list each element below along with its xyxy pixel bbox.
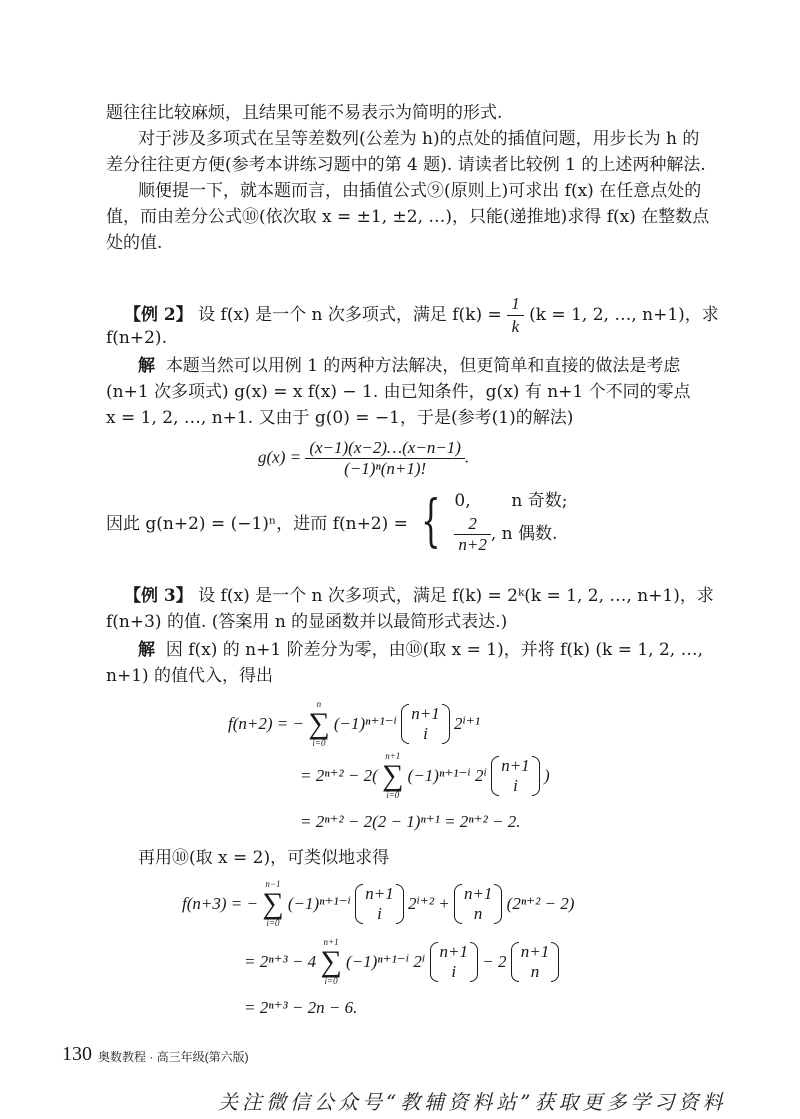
eq-tail: (2ⁿ⁺² − 2) xyxy=(506,894,575,913)
solution-label: 解 xyxy=(138,640,155,660)
solution-label: 解 xyxy=(138,356,155,376)
eq-body: (−1)ⁿ⁺¹⁻ⁱ xyxy=(287,894,351,913)
sum-icon: n ∑ i=0 xyxy=(308,699,330,748)
frac-num: 2 xyxy=(454,514,490,535)
example-2-stmt: 设 f(x) 是一个 n 次多项式，满足 f(k) = xyxy=(198,305,502,325)
example-3-stmt: 设 f(x) 是一个 n 次多项式，满足 f(k) = 2ᵏ(k = 1, 2, …, n+1)，求 xyxy=(198,586,714,606)
binom-top: n+1 xyxy=(501,756,530,775)
case-2-cond: , n 偶数. xyxy=(490,524,558,544)
frac-num: 1 xyxy=(507,293,524,316)
eq-body: (−1)ⁿ⁺¹⁻ⁱ 2ⁱ xyxy=(346,952,426,971)
binomial xyxy=(430,942,478,982)
fraction xyxy=(507,293,524,338)
eq-part: − 2 xyxy=(482,952,507,971)
text-line: (n+1 次多项式) g(x) = x f(x) − 1. 由已知条件，g(x) 有 n+1 个不同的零点 xyxy=(106,382,691,402)
equation-g xyxy=(258,438,469,479)
binomial xyxy=(454,884,502,924)
example-3-statement xyxy=(124,585,714,607)
example-2-statement xyxy=(124,293,719,338)
binomial xyxy=(491,756,539,796)
binom-top: n+1 xyxy=(365,884,394,903)
frac-num: (x−1)(x−2)…(x−n−1) xyxy=(305,438,465,459)
eq-lhs: f(n+3) = − xyxy=(182,894,258,913)
equation-line-4 xyxy=(182,880,574,928)
cases xyxy=(454,488,567,555)
case-1-value: 0, xyxy=(454,491,471,511)
eq-end: ) xyxy=(543,766,550,785)
case-1-cond: n 奇数; xyxy=(511,491,568,511)
binom-bottom: i xyxy=(451,962,457,981)
binomial xyxy=(511,942,559,982)
frac-den: k xyxy=(511,317,520,336)
text-line: f(n+2). xyxy=(106,328,167,348)
watermark-text: 关注微信公众号“教辅资料站”获取更多学习资料 xyxy=(218,1090,727,1114)
equation-line-5 xyxy=(244,938,559,986)
book-title: 奥数教程 · 高三年级(第六版) xyxy=(98,1050,249,1064)
text-line: f(n+3) 的值. (答案用 n 的显函数并以最简形式表达.) xyxy=(106,612,508,632)
sum-upper: n xyxy=(316,699,322,709)
sum-icon: n+1 ∑ i=0 xyxy=(320,937,342,986)
sum-icon: n+1 ∑ i=0 xyxy=(382,751,404,800)
page-number: 130 xyxy=(62,1043,92,1065)
text-line: 再用⑩(取 x = 2)，可类似地求得 xyxy=(138,848,390,868)
fraction xyxy=(305,438,465,479)
solution-text: 因 f(x) 的 n+1 阶差分为零，由⑩(取 x = 1)，并将 f(k) (k = 1, 2, …, xyxy=(165,640,704,660)
text-line: 处的值. xyxy=(106,233,163,253)
binomial xyxy=(401,704,449,744)
text-line: 值，而由差分公式⑩(依次取 x = ±1, ±2, …)，只能(递推地)求得 f(x) 在整数点 xyxy=(106,207,710,227)
frac-den: n+2 xyxy=(458,535,487,554)
binom-bottom: i xyxy=(513,776,518,795)
sum-icon: n−1 ∑ i=0 xyxy=(262,879,284,928)
binom-bottom: n xyxy=(473,904,483,923)
sum-lower: i=0 xyxy=(266,918,280,928)
eq-part: = 2ⁿ⁺² − 2( xyxy=(300,766,378,785)
binom-bottom: i xyxy=(377,904,382,923)
binom-top: n+1 xyxy=(520,942,550,961)
sum-lower: i=0 xyxy=(386,790,400,800)
eq-tail: 2ⁱ⁺¹ xyxy=(453,714,480,733)
text-line: 顺便提一下，就本题而言，由插值公式⑨(原则上)可求出 f(x) 在任意点处的 xyxy=(138,181,702,201)
sum-upper: n−1 xyxy=(265,879,281,889)
eq-body: (−1)ⁿ⁺¹⁻ⁱ 2ⁱ xyxy=(407,766,487,785)
binom-top: n+1 xyxy=(439,942,469,961)
binom-bottom: i xyxy=(423,724,428,743)
text-line: 差分往往更方便(参考本讲练习题中的第 4 题). 请读者比较例 1 的上述两种解法. xyxy=(106,155,706,175)
eq-body: (−1)ⁿ⁺¹⁻ⁱ xyxy=(333,714,397,733)
eq-lhs: f(n+2) = − xyxy=(228,714,304,733)
eq-lhs: g(x) = xyxy=(258,447,302,467)
binom-bottom: n xyxy=(530,962,540,981)
sum-lower: i=0 xyxy=(324,976,338,986)
example-3-label: 【例 3】 xyxy=(124,586,193,606)
example-2-label: 【例 2】 xyxy=(124,305,193,325)
solution-line xyxy=(138,639,703,661)
binom-top: n+1 xyxy=(411,704,440,723)
binom-top: n+1 xyxy=(463,884,493,903)
eq-part: = 2ⁿ⁺³ − 4 xyxy=(244,952,317,971)
eq-part: 2ⁱ⁺² + xyxy=(407,894,450,913)
frac-den: (−1)ⁿ(n+1)! xyxy=(344,459,427,478)
equation-line-2 xyxy=(300,752,550,800)
text-line: x = 1, 2, …, n+1. 又由于 g(0) = −1，于是(参考(1)的解法) xyxy=(106,408,574,428)
text-line: 题往往比较麻烦，且结果可能不易表示为简明的形式. xyxy=(106,103,503,123)
left-brace-icon: { xyxy=(421,488,441,554)
solution-line xyxy=(138,355,680,377)
equation-line-1 xyxy=(228,700,480,748)
text-line: 对于涉及多项式在呈等差数列(公差为 h)的点处的插值问题，用步长为 h 的 xyxy=(138,129,700,149)
text-line: n+1) 的值代入，得出 xyxy=(106,666,274,686)
eq-end: . xyxy=(464,447,470,467)
conclusion-text: 因此 g(n+2) = (−1)ⁿ，进而 f(n+2) = xyxy=(106,514,408,534)
solution-text: 本题当然可以用例 1 的两种方法解决，但更简单和直接的做法是考虑 xyxy=(165,356,681,376)
conclusion xyxy=(106,488,568,555)
equation-line-3: = 2ⁿ⁺² − 2(2 − 1)ⁿ⁺¹ = 2ⁿ⁺² − 2. xyxy=(300,812,521,831)
sum-upper: n+1 xyxy=(385,751,401,761)
sum-lower: i=0 xyxy=(312,738,326,748)
fraction xyxy=(454,514,490,555)
sum-upper: n+1 xyxy=(323,937,339,947)
example-2-stmt-b: (k = 1, 2, …, n+1)，求 xyxy=(529,305,719,325)
equation-line-6: = 2ⁿ⁺³ − 2n − 6. xyxy=(244,998,358,1017)
binomial xyxy=(355,884,403,924)
